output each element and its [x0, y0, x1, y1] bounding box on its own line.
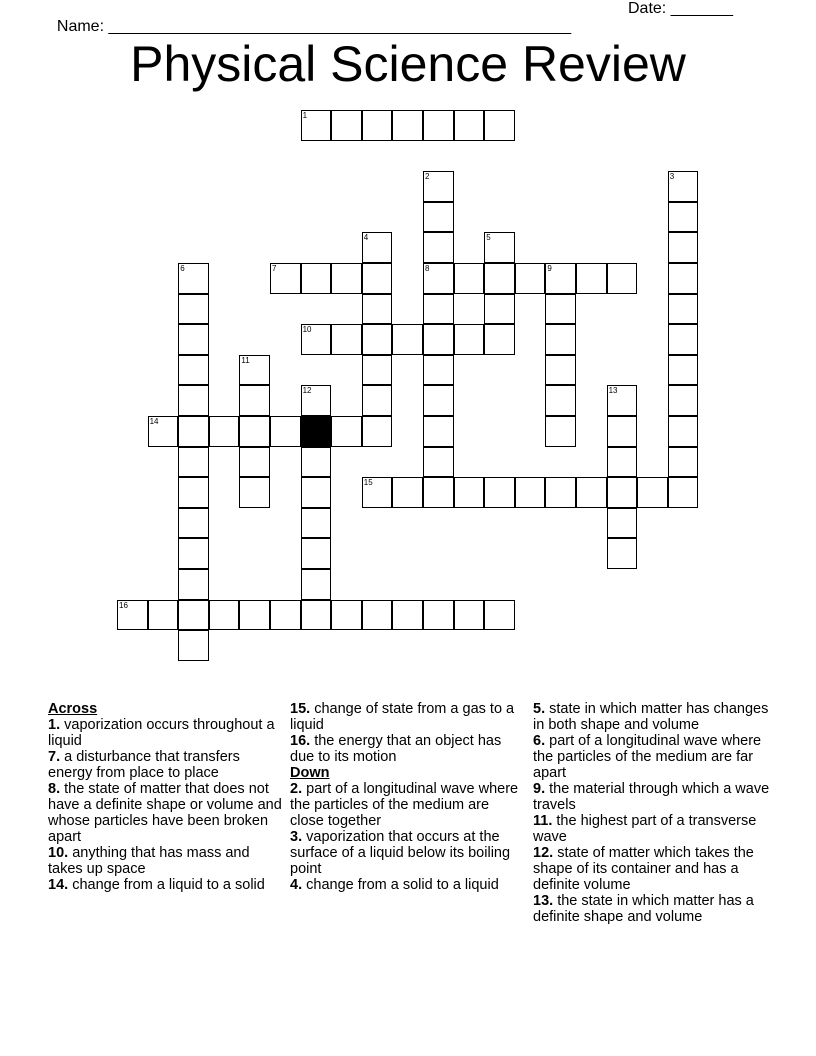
crossword-cell[interactable]: [117, 600, 148, 631]
crossword-cell[interactable]: [423, 447, 454, 478]
crossword-cell[interactable]: [270, 600, 301, 631]
crossword-cell[interactable]: [454, 600, 485, 631]
crossword-blocked-cell: [301, 416, 332, 447]
crossword-cell[interactable]: [576, 263, 607, 294]
crossword-cell[interactable]: [209, 416, 240, 447]
crossword-cell[interactable]: [484, 294, 515, 325]
crossword-cell[interactable]: [515, 477, 546, 508]
crossword-cell[interactable]: [178, 294, 209, 325]
crossword-cell[interactable]: [454, 324, 485, 355]
crossword-cell[interactable]: [362, 355, 393, 386]
crossword-cell[interactable]: [607, 477, 638, 508]
crossword-cell[interactable]: [668, 324, 699, 355]
clue-across-14: 14. change from a liquid to a solid: [48, 877, 265, 893]
crossword-cell[interactable]: [270, 416, 301, 447]
crossword-cell[interactable]: [607, 263, 638, 294]
crossword-cell[interactable]: [148, 416, 179, 447]
clue-number: 10: [302, 325, 312, 335]
crossword-cell[interactable]: [331, 416, 362, 447]
crossword-cell[interactable]: [178, 385, 209, 416]
crossword-cell[interactable]: [301, 324, 332, 355]
clue-number: 3: [669, 172, 675, 182]
crossword-cell[interactable]: [362, 110, 393, 141]
clue-number: 16: [119, 600, 128, 610]
crossword-cell[interactable]: [423, 477, 454, 508]
crossword-cell[interactable]: [545, 355, 576, 386]
crossword-cell[interactable]: [301, 508, 332, 539]
clue-down-13: 13. the state in which matter has a definite shape and volume: [533, 893, 754, 925]
clue-number: 6: [180, 264, 185, 273]
clue-down-12: 12. state of matter which takes the shape of its container and has a definite volume: [533, 845, 754, 893]
crossword-cell[interactable]: [454, 110, 485, 141]
crossword-cell[interactable]: [423, 171, 454, 202]
crossword-cell[interactable]: [668, 294, 699, 325]
crossword-cell[interactable]: [178, 477, 209, 508]
down-heading: Down: [290, 765, 330, 781]
crossword-cell[interactable]: [178, 569, 209, 600]
clue-across-16: 16. the energy that an object has due to its motion: [290, 733, 502, 765]
crossword-cell[interactable]: [239, 600, 270, 631]
date-label: Date: _______: [628, 0, 733, 17]
clue-down-6: 6. part of a longitudinal wave where the particles of the medium are far apart: [533, 733, 762, 781]
crossword-cell[interactable]: [454, 477, 485, 508]
clue-number: 5: [486, 233, 491, 243]
crossword-cell[interactable]: [607, 538, 638, 569]
crossword-cell[interactable]: [362, 232, 393, 263]
crossword-cell[interactable]: [423, 324, 454, 355]
crossword-cell[interactable]: [484, 263, 515, 294]
crossword-cell[interactable]: [668, 477, 699, 508]
crossword-cell[interactable]: [423, 600, 454, 631]
crossword-cell[interactable]: [239, 416, 270, 447]
crossword-cell[interactable]: [545, 263, 576, 294]
crossword-cell[interactable]: [484, 232, 515, 263]
clue-number: 11: [241, 355, 250, 365]
crossword-cell[interactable]: [301, 110, 332, 141]
crossword-cell[interactable]: [270, 263, 301, 294]
clue-column-2: [290, 701, 525, 893]
crossword-cell[interactable]: [301, 447, 332, 478]
crossword-cell[interactable]: [454, 263, 485, 294]
crossword-cell[interactable]: [178, 630, 209, 661]
crossword-cell[interactable]: [576, 477, 607, 508]
clue-down-2: 2. part of a longitudinal wave where the particles of the medium are close together: [290, 781, 519, 829]
crossword-cell[interactable]: [362, 416, 393, 447]
clue-number: 12: [302, 386, 312, 396]
crossword-cell[interactable]: [515, 263, 546, 294]
crossword-cell[interactable]: [392, 324, 423, 355]
clue-number: 14: [149, 417, 159, 426]
crossword-cell[interactable]: [607, 447, 638, 478]
crossword-cell[interactable]: [392, 600, 423, 631]
crossword-cell[interactable]: [362, 477, 393, 508]
crossword-cell[interactable]: [239, 447, 270, 478]
crossword-cell[interactable]: [239, 355, 270, 386]
clue-across-10: 10. anything that has mass and takes up space: [48, 845, 250, 877]
crossword-cell[interactable]: [545, 385, 576, 416]
crossword-cell[interactable]: [668, 416, 699, 447]
crossword-cell[interactable]: [668, 385, 699, 416]
crossword-cell[interactable]: [423, 355, 454, 386]
clue-down-11: 11. the highest part of a transverse wave: [533, 813, 757, 845]
crossword-cell[interactable]: [178, 538, 209, 569]
clue-down-9: 9. the material through which a wave travels: [533, 781, 770, 813]
page-title: Physical Science Review: [130, 36, 686, 92]
clue-number: 4: [363, 233, 369, 243]
crossword-cell[interactable]: [607, 508, 638, 539]
clue-number: 8: [425, 264, 430, 273]
clue-down-3: 3. vaporization that occurs at the surface of a liquid below its boiling point: [290, 829, 511, 877]
crossword-cell[interactable]: [423, 263, 454, 294]
crossword-cell[interactable]: [545, 477, 576, 508]
crossword-cell[interactable]: [637, 477, 668, 508]
crossword-cell[interactable]: [148, 600, 179, 631]
crossword-cell[interactable]: [178, 508, 209, 539]
clue-number: 1: [302, 111, 308, 120]
crossword-cell[interactable]: [668, 355, 699, 386]
crossword-cell[interactable]: [484, 600, 515, 631]
crossword-cell[interactable]: [668, 263, 699, 294]
crossword-cell[interactable]: [331, 324, 362, 355]
crossword-cell[interactable]: [668, 202, 699, 233]
clue-column-3: [533, 701, 773, 925]
crossword-cell[interactable]: [239, 385, 270, 416]
clue-across-8: 8. the state of matter that does not have a definite shape or volume and whose particles have been broken apart: [48, 781, 282, 845]
crossword-cell[interactable]: [331, 600, 362, 631]
crossword-cell[interactable]: [423, 385, 454, 416]
crossword-cell[interactable]: [392, 110, 423, 141]
across-heading: Across: [48, 701, 98, 717]
crossword-cell[interactable]: [607, 385, 638, 416]
crossword-cell[interactable]: [607, 416, 638, 447]
crossword-cell[interactable]: [178, 600, 209, 631]
clue-across-15: 15. change of state from a gas to a liquid: [290, 701, 515, 733]
crossword-cell[interactable]: [301, 263, 332, 294]
crossword-cell[interactable]: [362, 600, 393, 631]
crossword-cell[interactable]: [423, 294, 454, 325]
crossword-cell[interactable]: [668, 232, 699, 263]
crossword-cell[interactable]: [301, 569, 332, 600]
crossword-cell[interactable]: [178, 324, 209, 355]
crossword-cell[interactable]: [484, 477, 515, 508]
crossword-cell[interactable]: [668, 447, 699, 478]
crossword-cell[interactable]: [545, 294, 576, 325]
crossword-cell[interactable]: [392, 477, 423, 508]
clue-down-4: 4. change from a solid to a liquid: [290, 877, 499, 893]
crossword-cell[interactable]: [423, 232, 454, 263]
crossword-cell[interactable]: [331, 110, 362, 141]
crossword-cell[interactable]: [301, 385, 332, 416]
clue-number: 9: [547, 264, 552, 273]
crossword-cell[interactable]: [362, 324, 393, 355]
crossword-cell[interactable]: [362, 294, 393, 325]
crossword-cell[interactable]: [668, 171, 699, 202]
crossword-cell[interactable]: [331, 263, 362, 294]
crossword-cell[interactable]: [301, 600, 332, 631]
crossword-cell[interactable]: [545, 416, 576, 447]
crossword-cell[interactable]: [178, 355, 209, 386]
crossword-cell[interactable]: [301, 477, 332, 508]
crossword-cell[interactable]: [484, 324, 515, 355]
clue-number: 7: [272, 264, 277, 273]
crossword-cell[interactable]: [178, 416, 209, 447]
crossword-cell[interactable]: [423, 416, 454, 447]
clue-number: 2: [425, 172, 430, 182]
clue-across-1: 1. vaporization occurs throughout a liquid: [48, 717, 275, 749]
crossword-cell[interactable]: [239, 477, 270, 508]
crossword-cell[interactable]: [423, 202, 454, 233]
clue-number: 13: [608, 386, 618, 396]
crossword-cell[interactable]: [362, 263, 393, 294]
crossword-cell[interactable]: [362, 385, 393, 416]
crossword-cell[interactable]: [301, 538, 332, 569]
crossword-cell[interactable]: [545, 324, 576, 355]
crossword-cell[interactable]: [178, 263, 209, 294]
clue-number: 15: [363, 478, 373, 488]
crossword-cell[interactable]: [178, 447, 209, 478]
clue-column-1: [48, 701, 283, 893]
crossword-cell[interactable]: [209, 600, 240, 631]
name-label: Name: ____________________________________________________: [56, 18, 572, 35]
clue-down-5: 5. state in which matter has changes in both shape and volume: [533, 701, 769, 733]
crossword-cell[interactable]: [484, 110, 515, 141]
clue-across-7: 7. a disturbance that transfers energy from place to place: [48, 749, 240, 781]
crossword-cell[interactable]: [423, 110, 454, 141]
